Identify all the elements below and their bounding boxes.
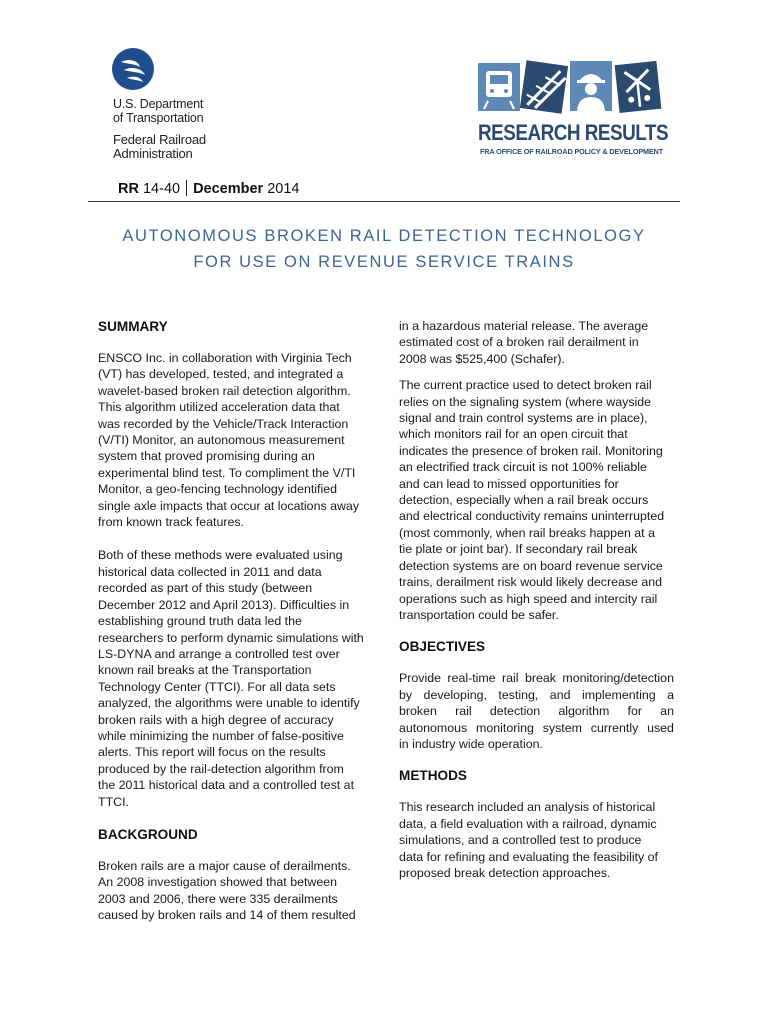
objectives-paragraph: Provide real-time rail break monitoring/detection by developing, testing, and implementing a broken rail detection algorithm for an autonomous monitoring system currently used in industry wide operation. bbox=[399, 671, 674, 751]
document-title bbox=[80, 223, 688, 275]
left-column bbox=[98, 318, 373, 924]
train-icon bbox=[478, 63, 520, 111]
dot-logo-icon bbox=[112, 48, 154, 90]
department-line-1: U.S. Department bbox=[113, 97, 204, 111]
summary-paragraph-1: ENSCO Inc. in collaboration with Virginia Tech (VT) has developed, tested, and integrated a wavelet-based broken rail detection algorithm. This algorithm utilized acceleration data that was recorded by the Vehicle/Track Interaction (V/TI) Monitor, an autonomous measurement system that proved promising during an experimental blind test. To compliment the V/TI Monitor, a geo-fencing technology identified single axle impacts that occur at locations away from known track features. bbox=[98, 351, 360, 530]
report-month: December bbox=[193, 181, 264, 197]
banner-subtitle: FRA OFFICE OF RAILROAD POLICY & DEVELOPMENT bbox=[480, 147, 663, 156]
title-line-1: AUTONOMOUS BROKEN RAIL DETECTION TECHNOLOGY bbox=[122, 227, 646, 245]
summary-heading: SUMMARY bbox=[98, 319, 168, 334]
background-paragraph-2: The current practice used to detect broken rail relies on the signaling system (where wayside signal and train control systems are in place), which monitors rail for an open circuit that indicates the presence of broken rail. Monitoring an electrified track circuit is not 100% reliable and can lead to missed opportunities for detection, especially when a rail break occurs and electrical conductivity remains uninterrupted (most commonly, when rail breaks happen at a tie plate or joint bar). If secondary rail break detection systems are on board revenue service trains, derailment risk would likely decrease and operations such as high speed and intercity rail transportation could be safer. bbox=[399, 378, 665, 622]
background-heading: BACKGROUND bbox=[98, 826, 198, 842]
methods-heading: METHODS bbox=[399, 768, 467, 784]
banner-title: RESEARCH RESULTS bbox=[478, 120, 669, 145]
administration-line-1: Federal Railroad bbox=[113, 132, 206, 147]
background-paragraph-1-part-a: Broken rails are a major cause of derailments. An 2008 investigation showed that between 2003 and 2006, there were 335 derailments caused by broken rails and 14 of them resulted bbox=[98, 858, 356, 923]
summary-paragraph-2: Both of these methods were evaluated using historical data collected in 2011 and data recorded as part of this study (between December 2012 and April 2013). Difficulties in establishing ground truth data led the researchers to perform dynamic simulations with LS-DYNA and arrange a controlled test over known rail breaks at the Transportation Technology Center (TTCI). For all data sets analyzed, the algorithms were unable to identify broken rails with a high degree of accuracy while minimizing the number of false-positive alerts. This report will focus on the results produced by the rail-detection algorithm from the 2011 historical data and a controlled test at TTCI. bbox=[98, 548, 364, 809]
header-divider bbox=[88, 201, 680, 202]
objectives-heading: OBJECTIVES bbox=[399, 639, 486, 655]
right-column bbox=[399, 318, 674, 881]
banner-icon-strip bbox=[474, 57, 664, 119]
background-paragraph-1-part-b: in a hazardous material release. The average estimated cost of a broken rail derailment in 2008 was $525,400 (Schafer). bbox=[399, 319, 649, 366]
rail-track-icon bbox=[520, 60, 568, 113]
report-year: 2014 bbox=[267, 181, 300, 197]
report-number: 14-40 bbox=[142, 181, 181, 197]
report-series: RR bbox=[118, 181, 139, 197]
department-line-2: of Transportation bbox=[113, 111, 204, 125]
report-identifier bbox=[118, 180, 300, 197]
administration-line-2: Administration bbox=[113, 146, 193, 161]
dot-agency-block bbox=[113, 97, 206, 161]
signal-crossing-icon bbox=[615, 61, 662, 113]
methods-paragraph: This research included an analysis of historical data, a field evaluation with a railroad, dynamic simulations, and a controlled test to produce data for refining and evaluating the feasibility of proposed break detection approaches. bbox=[399, 800, 658, 880]
research-results-banner bbox=[474, 57, 669, 159]
title-line-2: FOR USE ON REVENUE SERVICE TRAINS bbox=[193, 253, 575, 271]
worker-icon bbox=[570, 61, 612, 111]
